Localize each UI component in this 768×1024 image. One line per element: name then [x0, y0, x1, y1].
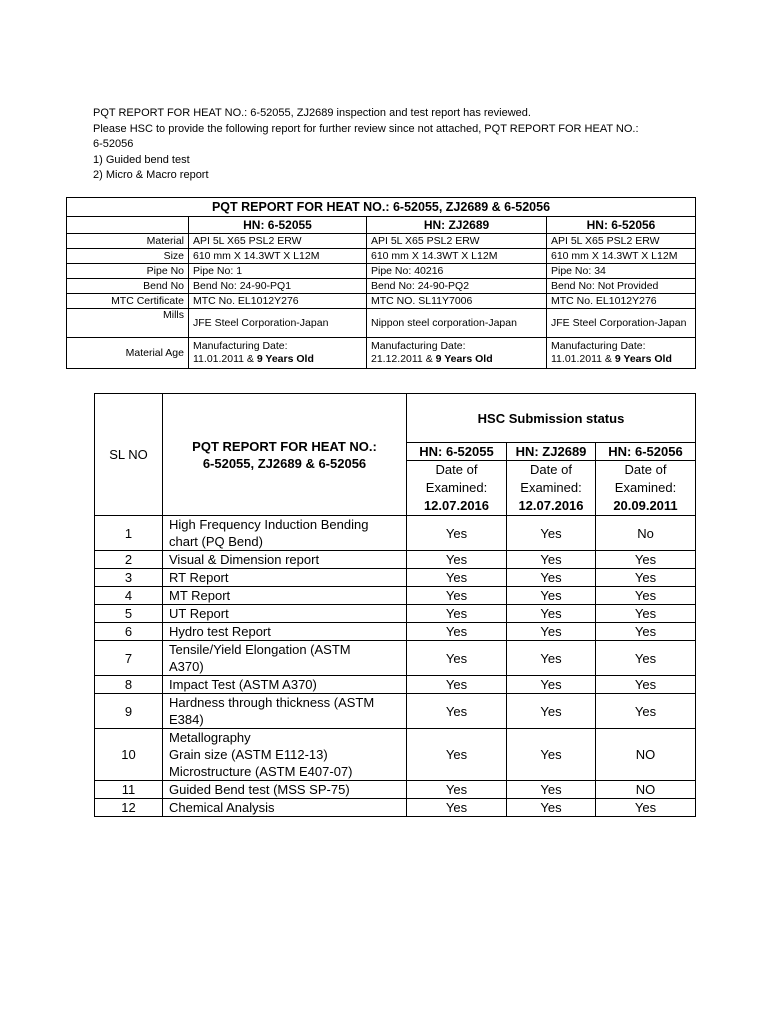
review-note	[93, 106, 693, 184]
heat-header: HN: ZJ2689	[507, 443, 596, 461]
sl-no: 5	[95, 605, 163, 623]
status-header: HSC Submission status	[407, 394, 696, 443]
exam-label: Examined:	[520, 480, 582, 495]
submission-status: Yes	[407, 729, 507, 781]
submission-status: NO	[596, 781, 696, 799]
sl-no-header: SL NO	[95, 394, 163, 516]
heat-detail-row	[67, 309, 696, 338]
row-value: 610 mm X 14.3WT X L12M	[367, 249, 547, 264]
exam-label: Examined:	[614, 480, 677, 495]
row-value: Pipe No: 34	[547, 264, 696, 279]
sl-no: 10	[95, 729, 163, 781]
submission-status: Yes	[507, 587, 596, 605]
report-name-line: RT Report	[169, 570, 229, 585]
report-name-line: A370)	[169, 659, 204, 674]
submission-status: Yes	[596, 799, 696, 817]
row-value: API 5L X65 PSL2 ERW	[189, 234, 367, 249]
status-row	[95, 676, 696, 694]
mfg-date-line	[193, 353, 362, 366]
report-name-line: Grain size (ASTM E112-13)	[169, 747, 328, 762]
row-value: Bend No: 24-90-PQ2	[367, 279, 547, 294]
report-name	[163, 641, 407, 676]
heat-header: HN: ZJ2689	[367, 217, 547, 234]
submission-status: Yes	[507, 799, 596, 817]
report-name-line: Hardness through thickness (ASTM	[169, 695, 375, 710]
exam-label: Examined:	[425, 480, 488, 495]
submission-status: Yes	[596, 551, 696, 569]
submission-status: Yes	[407, 623, 507, 641]
report-name	[163, 676, 407, 694]
submission-status: Yes	[507, 569, 596, 587]
row-value: API 5L X65 PSL2 ERW	[367, 234, 547, 249]
row-value: Nippon steel corporation-Japan	[367, 309, 547, 338]
report-name	[163, 781, 407, 799]
row-value: Pipe No: 40216	[367, 264, 547, 279]
heat-header: HN: 6-52056	[547, 217, 696, 234]
report-name	[163, 569, 407, 587]
sl-no: 9	[95, 694, 163, 729]
report-name-line: Tensile/Yield Elongation (ASTM	[169, 642, 351, 657]
ampersand: &	[422, 353, 436, 365]
submission-status-table	[94, 393, 696, 817]
submission-status: Yes	[507, 623, 596, 641]
submission-status: Yes	[596, 569, 696, 587]
material-age-row	[67, 338, 696, 369]
sl-no: 1	[95, 516, 163, 551]
heat-header: HN: 6-52055	[189, 217, 367, 234]
row-value: 610 mm X 14.3WT X L12M	[547, 249, 696, 264]
exam-label: Date of	[530, 462, 572, 477]
row-label: Mills	[67, 309, 189, 338]
heat-detail-row	[67, 234, 696, 249]
exam-label: Date of	[435, 462, 478, 477]
report-name	[163, 587, 407, 605]
heat-header: HN: 6-52056	[596, 443, 696, 461]
heat-detail-row	[67, 249, 696, 264]
mfg-date-line	[371, 353, 542, 366]
submission-status: Yes	[507, 781, 596, 799]
row-label: Material	[67, 234, 189, 249]
ampersand: &	[244, 353, 257, 365]
note-line: PQT REPORT FOR HEAT NO.: 6-52055, ZJ2689 inspection and test report has reviewed.	[93, 107, 531, 119]
submission-status: Yes	[507, 516, 596, 551]
report-name-line: High Frequency Induction Bending	[169, 517, 369, 532]
report-name	[163, 551, 407, 569]
ampersand: &	[602, 353, 615, 365]
status-row	[95, 587, 696, 605]
report-name-line: Metallography	[169, 730, 251, 745]
report-title-header	[163, 394, 407, 516]
report-name-line: MT Report	[169, 588, 231, 603]
row-value: Bend No: Not Provided	[547, 279, 696, 294]
heat-detail-row	[67, 294, 696, 309]
material-age: 9 Years Old	[256, 353, 314, 365]
sl-no: 8	[95, 676, 163, 694]
row-value: 610 mm X 14.3WT X L12M	[189, 249, 367, 264]
submission-status: Yes	[507, 694, 596, 729]
material-age: 9 Years Old	[614, 353, 672, 365]
material-age: 9 Years Old	[435, 353, 493, 365]
note-line: 2) Micro & Macro report	[93, 169, 209, 181]
row-value: Pipe No: 1	[189, 264, 367, 279]
report-name-line: Visual & Dimension report	[169, 552, 320, 567]
heat-detail-row	[67, 264, 696, 279]
submission-status: Yes	[596, 676, 696, 694]
submission-status: Yes	[407, 605, 507, 623]
submission-status: Yes	[507, 551, 596, 569]
sl-no: 12	[95, 799, 163, 817]
row-label: Bend No	[67, 279, 189, 294]
report-title-line: PQT REPORT FOR HEAT NO.:	[192, 438, 377, 454]
submission-status: Yes	[407, 676, 507, 694]
row-label: Material Age	[67, 338, 189, 369]
row-label: MTC Certificate	[67, 294, 189, 309]
sl-no: 3	[95, 569, 163, 587]
submission-status: Yes	[596, 694, 696, 729]
exam-date-cell	[596, 461, 696, 516]
mfg-date-label: Manufacturing Date:	[551, 340, 646, 352]
report-title-line: 6-52055, ZJ2689 & 6-52056	[202, 455, 367, 471]
heat-details-table	[66, 197, 696, 369]
submission-status: Yes	[507, 676, 596, 694]
status-row	[95, 729, 696, 781]
note-line: 6-52056	[93, 138, 134, 150]
report-name-line: Microstructure (ASTM E407-07)	[169, 764, 353, 779]
exam-label: Date of	[624, 462, 667, 477]
row-label: Size	[67, 249, 189, 264]
note-line: Please HSC to provide the following report for further review since not attached, PQT REPORT FOR HEAT NO.:	[93, 122, 639, 135]
submission-status: Yes	[507, 641, 596, 676]
submission-status: Yes	[407, 587, 507, 605]
exam-date: 12.07.2016	[423, 498, 490, 513]
row-value: API 5L X65 PSL2 ERW	[547, 234, 696, 249]
submission-status: Yes	[596, 605, 696, 623]
submission-status: Yes	[596, 587, 696, 605]
row-label: Pipe No	[67, 264, 189, 279]
heat-details-title: PQT REPORT FOR HEAT NO.: 6-52055, ZJ2689 & 6-52056	[67, 198, 696, 217]
material-age-cell	[547, 338, 696, 369]
submission-status: Yes	[407, 641, 507, 676]
sl-no: 4	[95, 587, 163, 605]
report-name	[163, 605, 407, 623]
heat-detail-row	[67, 279, 696, 294]
report-name-line: Impact Test (ASTM A370)	[169, 677, 317, 692]
submission-status: Yes	[507, 605, 596, 623]
note-line: 1) Guided bend test	[93, 153, 190, 166]
submission-status: NO	[596, 729, 696, 781]
submission-status: Yes	[507, 729, 596, 781]
status-row	[95, 781, 696, 799]
status-row	[95, 623, 696, 641]
mfg-date-label: Manufacturing Date:	[371, 340, 466, 352]
status-row	[95, 569, 696, 587]
sl-no: 7	[95, 641, 163, 676]
submission-status: Yes	[407, 694, 507, 729]
submission-status: Yes	[407, 551, 507, 569]
report-name	[163, 729, 407, 781]
row-value: JFE Steel Corporation-Japan	[547, 309, 696, 338]
material-age-cell	[189, 338, 367, 369]
report-name-line: E384)	[169, 712, 204, 727]
submission-status: Yes	[407, 516, 507, 551]
submission-status: Yes	[407, 569, 507, 587]
mfg-date-line	[551, 353, 691, 366]
report-name-line: chart (PQ Bend)	[169, 534, 263, 549]
submission-status: Yes	[596, 623, 696, 641]
submission-status: Yes	[596, 641, 696, 676]
report-name	[163, 799, 407, 817]
report-name	[163, 516, 407, 551]
status-row	[95, 605, 696, 623]
row-value: MTC No. EL1012Y276	[189, 294, 367, 309]
status-row	[95, 799, 696, 817]
report-name-line: Hydro test Report	[169, 624, 271, 639]
row-value: JFE Steel Corporation-Japan	[189, 309, 367, 338]
report-name-line: Chemical Analysis	[169, 800, 275, 815]
sl-no: 2	[95, 551, 163, 569]
exam-date: 20.09.2011	[613, 498, 678, 513]
sl-no: 11	[95, 781, 163, 799]
submission-status: Yes	[407, 799, 507, 817]
sl-no: 6	[95, 623, 163, 641]
status-row	[95, 694, 696, 729]
submission-status: Yes	[407, 781, 507, 799]
status-row	[95, 516, 696, 551]
mfg-date: 11.01.2011	[551, 353, 602, 365]
report-name-line: UT Report	[169, 606, 229, 621]
material-age-cell	[367, 338, 547, 369]
exam-date-cell	[407, 461, 507, 516]
status-row	[95, 551, 696, 569]
report-name-line: Guided Bend test (MSS SP-75)	[169, 782, 350, 797]
mfg-date-label: Manufacturing Date:	[193, 340, 288, 352]
row-value: Bend No: 24-90-PQ1	[189, 279, 367, 294]
exam-date: 12.07.2016	[518, 498, 584, 513]
mfg-date: 11.01.2011	[193, 353, 244, 365]
report-name	[163, 623, 407, 641]
exam-date-cell	[507, 461, 596, 516]
row-value: MTC No. EL1012Y276	[547, 294, 696, 309]
submission-status: No	[596, 516, 696, 551]
row-value: MTC NO. SL11Y7006	[367, 294, 547, 309]
mfg-date: 21.12.2011	[371, 353, 423, 365]
report-name	[163, 694, 407, 729]
status-row	[95, 641, 696, 676]
heat-header: HN: 6-52055	[407, 443, 507, 461]
